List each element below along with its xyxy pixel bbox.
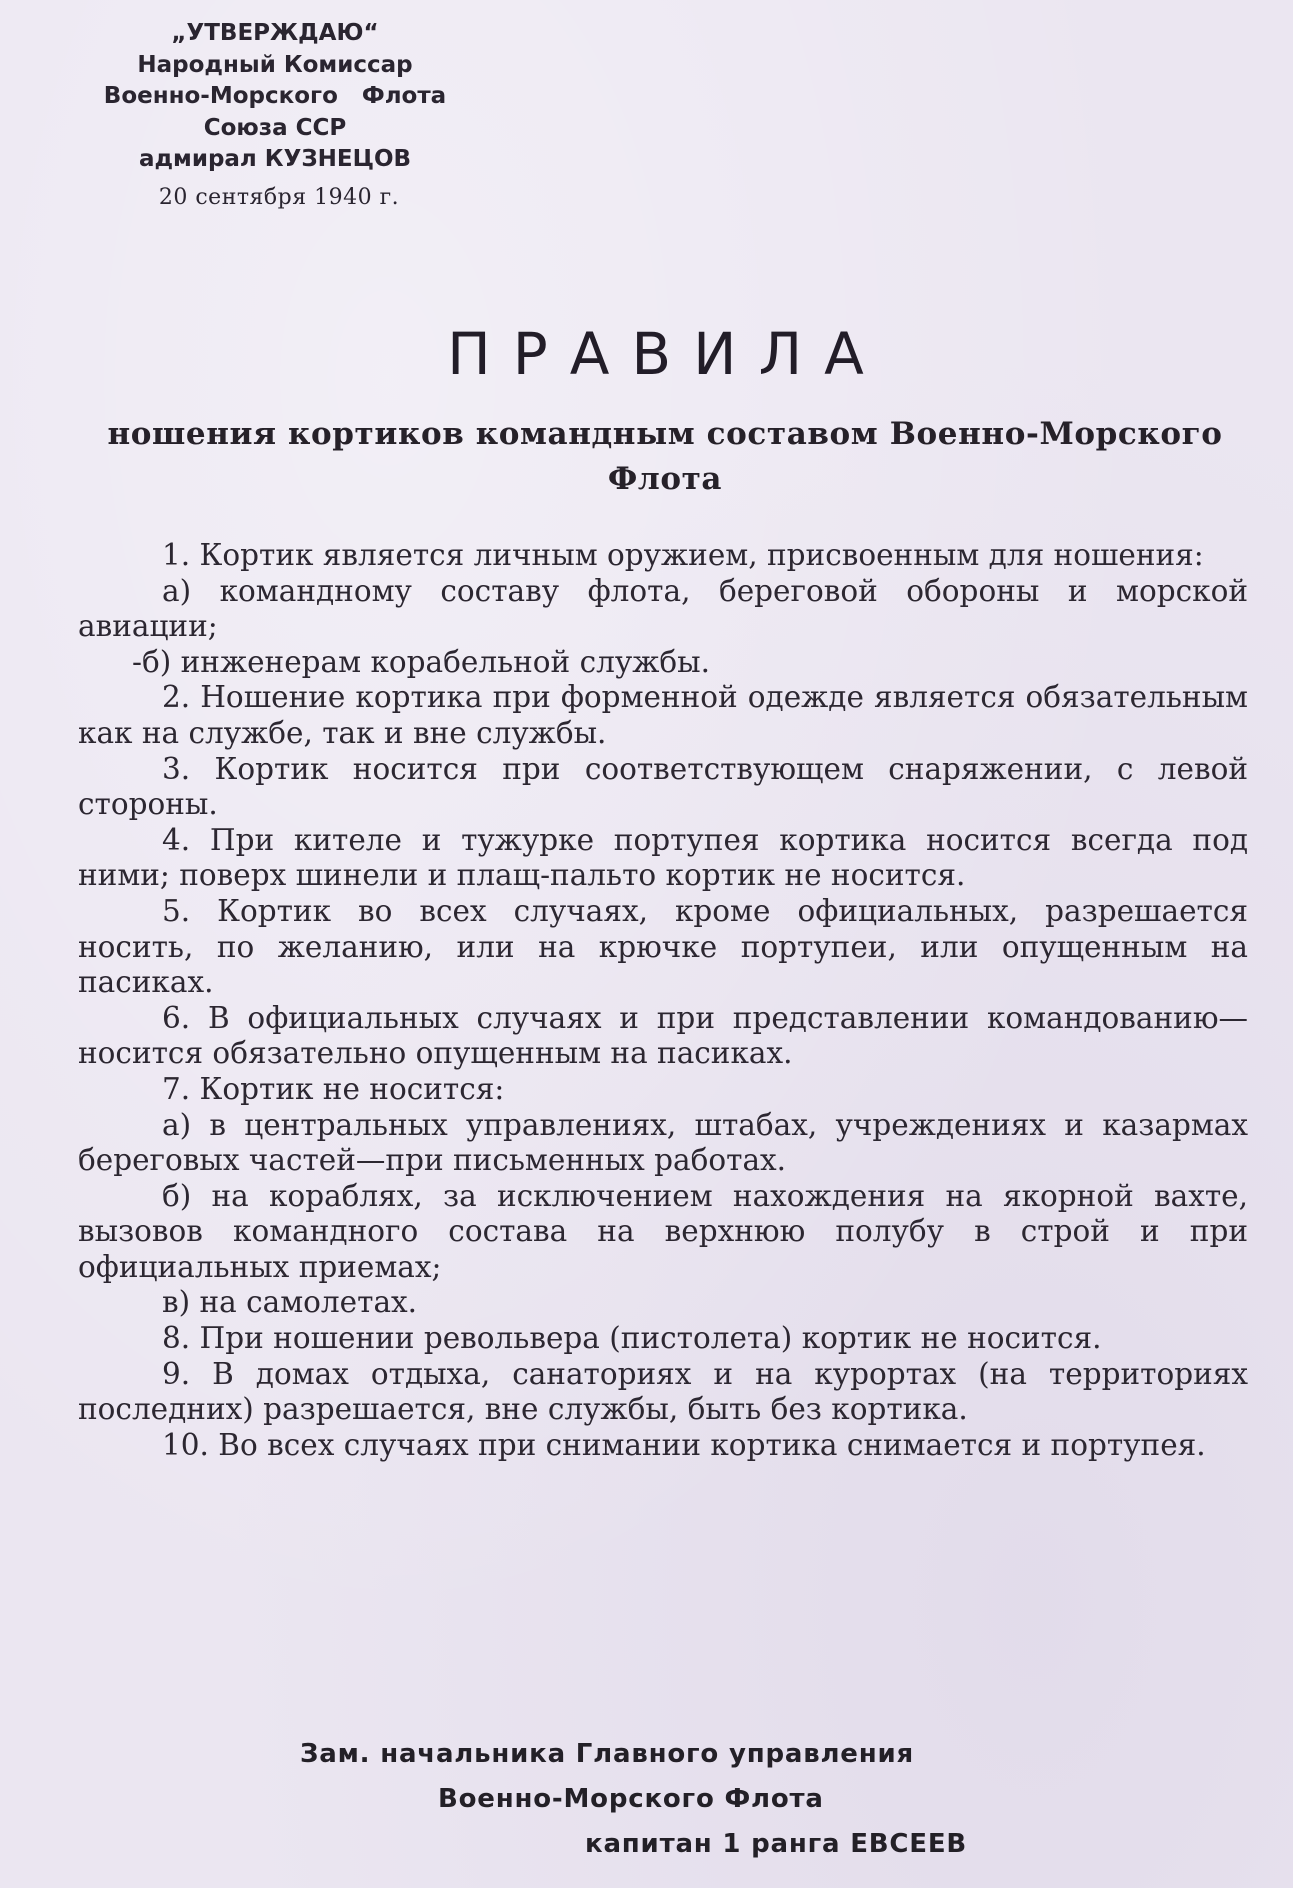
- signature-organization: Военно-Морского Флота: [438, 1784, 824, 1814]
- rule-paragraph: 5. Кортик во всех случаях, кроме официальных, разрешается носить, по желанию, или на крючке портупеи, или опущенным на пасиках.: [78, 893, 1248, 1000]
- signature-position: Зам. начальника Главного управления: [300, 1739, 915, 1769]
- rule-paragraph: в) на самолетах.: [162, 1285, 418, 1320]
- approval-line: „УТВЕРЖДАЮ“: [171, 20, 379, 46]
- rule-paragraph: 10. Во всех случаях при снимании кортика снимается и портупея.: [162, 1427, 1206, 1462]
- document-title: ПРАВИЛА: [447, 320, 886, 388]
- approval-block: [60, 18, 490, 213]
- rules-list: [78, 538, 1248, 1463]
- rule-paragraph: 4. При кителе и тужурке портупея кортика носится всегда под ними; поверх шинели и плащ-пальто кортик не носится.: [78, 822, 1248, 893]
- approval-line: Союза ССР: [203, 114, 347, 141]
- signature-name: капитан 1 ранга ЕВСЕЕВ: [585, 1829, 968, 1859]
- rule-paragraph: 8. При ношении револьвера (пистолета) кортик не носится.: [162, 1321, 1102, 1356]
- document-subtitle: ношения кортиков командным составом Военно-Морского Флота: [107, 416, 1223, 497]
- rule-paragraph: -б) инженерам корабельной службы.: [132, 644, 710, 679]
- approval-line: адмирал КУЗНЕЦОВ: [138, 146, 412, 172]
- rule-paragraph: 6. В официальных случаях и при представлении командованию—носится обязательно опущенным на пасиках.: [78, 1000, 1248, 1071]
- rule-paragraph: а) командному составу флота, береговой обороны и морской авиации;: [78, 573, 1248, 644]
- rule-paragraph: 3. Кортик носится при соответствующем снаряжении, с левой стороны.: [78, 751, 1248, 822]
- approval-date: 20 сентября 1940 г.: [158, 184, 400, 210]
- rule-paragraph: а) в центральных управлениях, штабах, учреждениях и казармах береговых частей—при письменных работах.: [78, 1107, 1248, 1178]
- rule-paragraph: 7. Кортик не носится:: [162, 1071, 505, 1106]
- rule-paragraph: 1. Кортик является личным оружием, присвоенным для ношения:: [162, 538, 1204, 572]
- approval-line: Народный Комиссар: [137, 51, 413, 78]
- rule-paragraph: б) на кораблях, за исключением нахождения на якорной вахте, вызовов командного состава на верхнюю полубу в строй и при официальных приемах;: [78, 1178, 1248, 1284]
- approval-line: Военно-Морского Флота: [103, 83, 447, 109]
- rule-paragraph: 9. В домах отдыха, санаториях и на курортах (на территориях последних) разрешается, вне службы, быть без кортика.: [78, 1356, 1248, 1427]
- rule-paragraph: 2. Ношение кортика при форменной одежде является обязательным как на службе, так и вне службы.: [78, 680, 1248, 750]
